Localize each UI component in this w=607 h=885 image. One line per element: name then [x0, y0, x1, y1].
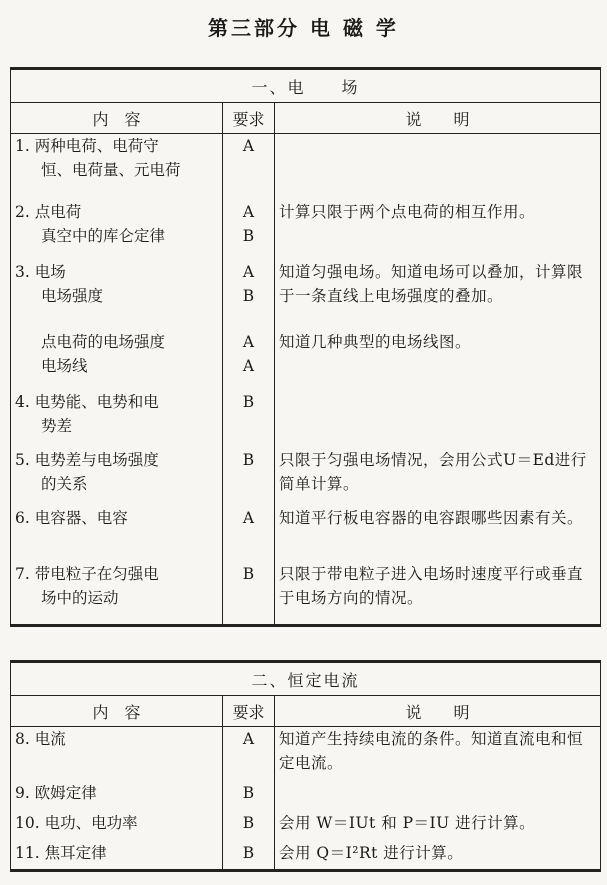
content-line: 5. 电势差与电场强度: [15, 450, 159, 469]
content-cell: [11, 330, 223, 390]
explanation-text: 只限于带电粒子进入电场时速度平行或垂直于电场方向的情况。: [279, 564, 584, 607]
content-line: 4. 电势能、电势和电: [15, 392, 159, 411]
requirement-level: A: [242, 202, 255, 221]
steady-current-table: [10, 660, 601, 872]
requirement-cell: [223, 781, 275, 811]
explanation-cell: [275, 134, 601, 200]
content-cell: [11, 727, 223, 781]
requirement-level: A: [242, 730, 255, 748]
content-cell: [11, 562, 223, 626]
content-line: 10. 电功、电功率: [15, 813, 138, 832]
header-content: 内 容: [11, 103, 223, 134]
explanation-cell: [275, 811, 601, 841]
explanation-cell: [275, 506, 601, 562]
requirement-cell: [223, 330, 275, 390]
requirement-level: B: [242, 564, 255, 583]
requirement-level: A: [242, 508, 255, 527]
content-cell: [11, 811, 223, 841]
table-row: [11, 781, 601, 811]
explanation-text: 会用 W＝IUt 和 P＝IU 进行计算。: [279, 813, 536, 832]
content-line: 6. 电容器、电容: [15, 508, 128, 527]
explanation-cell: [275, 448, 601, 506]
requirement-level: B: [242, 813, 255, 832]
content-line: 8. 电流: [15, 730, 66, 748]
table-row: [11, 390, 601, 448]
requirement-cell: [223, 260, 275, 330]
section-body: [11, 134, 601, 626]
table-row: [11, 841, 601, 871]
explanation-text: 知道产生持续电流的条件。知道直流电和恒定电流。: [279, 730, 584, 772]
content-line: 的关系: [41, 474, 88, 493]
explanation-text: 知道平行板电容器的电容跟哪些因素有关。: [279, 508, 584, 527]
explanation-text: 知道匀强电场。知道电场可以叠加，计算限于一条直线上电场强度的叠加。: [279, 262, 584, 305]
requirement-cell: [223, 562, 275, 626]
table-row: [11, 330, 601, 390]
requirement-cell: [223, 134, 275, 200]
content-cell: [11, 781, 223, 811]
section-body: [11, 727, 601, 871]
requirement-cell: [223, 448, 275, 506]
requirement-level: A: [242, 137, 255, 155]
content-line: 3. 电场: [15, 262, 66, 281]
content-line: 7. 带电粒子在匀强电: [15, 564, 159, 583]
requirement-level: B: [242, 286, 255, 305]
content-cell: [11, 134, 223, 200]
table-row: [11, 260, 601, 330]
content-cell: [11, 390, 223, 448]
content-line: 恒、电荷量、元电荷: [41, 161, 181, 179]
section-title: 一、电 场: [11, 69, 601, 103]
explanation-cell: [275, 200, 601, 260]
explanation-cell: [275, 781, 601, 811]
table-row: [11, 200, 601, 260]
content-line: 电场强度: [41, 286, 104, 305]
header-requirement: 要求: [223, 103, 275, 134]
content-line: 势差: [41, 416, 73, 435]
requirement-level: A: [242, 332, 255, 351]
requirement-level: B: [242, 450, 255, 469]
requirement-cell: [223, 811, 275, 841]
requirement-cell: [223, 200, 275, 260]
table-row: [11, 727, 601, 781]
requirement-level: B: [242, 392, 255, 411]
content-cell: [11, 506, 223, 562]
explanation-cell: [275, 727, 601, 781]
content-line: 点电荷的电场强度: [41, 332, 166, 351]
table-row: [11, 448, 601, 506]
explanation-cell: [275, 841, 601, 871]
requirement-level: A: [242, 262, 255, 281]
content-line: 9. 欧姆定律: [15, 783, 97, 802]
explanation-cell: [275, 260, 601, 330]
header-explanation: 说 明: [275, 103, 601, 134]
header-explanation: 说 明: [275, 696, 601, 727]
content-line: 11. 焦耳定律: [15, 843, 107, 862]
content-line: 场中的运动: [41, 588, 119, 607]
requirement-cell: [223, 727, 275, 781]
explanation-text: 知道几种典型的电场线图。: [279, 332, 472, 351]
table-row: [11, 506, 601, 562]
requirement-cell: [223, 841, 275, 871]
requirement-level: B: [242, 783, 255, 802]
requirement-cell: [223, 390, 275, 448]
header-requirement: 要求: [223, 696, 275, 727]
explanation-text: 只限于匀强电场情况，会用公式U＝Ed进行简单计算。: [279, 450, 587, 493]
content-line: 真空中的库仑定律: [41, 226, 166, 245]
explanation-cell: [275, 562, 601, 626]
header-content: 内 容: [11, 696, 223, 727]
table-row: [11, 562, 601, 626]
content-cell: [11, 841, 223, 871]
explanation-cell: [275, 390, 601, 448]
content-cell: [11, 448, 223, 506]
electric-field-table: [10, 67, 601, 627]
explanation-cell: [275, 330, 601, 390]
content-line: 电场线: [41, 356, 88, 375]
requirement-level: B: [242, 843, 255, 862]
requirement-cell: [223, 506, 275, 562]
table-row: [11, 811, 601, 841]
section-title: 二、恒定电流: [11, 662, 601, 696]
page-title: 第三部分 电 磁 学: [208, 16, 399, 40]
content-cell: [11, 200, 223, 260]
requirement-level: B: [242, 226, 255, 245]
content-cell: [11, 260, 223, 330]
table-row: [11, 134, 601, 200]
explanation-text: 计算只限于两个点电荷的相互作用。: [279, 202, 536, 221]
requirement-level: A: [242, 356, 255, 375]
explanation-text: 会用 Q＝I²Rt 进行计算。: [279, 843, 464, 862]
content-line: 1. 两种电荷、电荷守: [15, 137, 159, 155]
content-line: 2. 点电荷: [15, 202, 82, 221]
